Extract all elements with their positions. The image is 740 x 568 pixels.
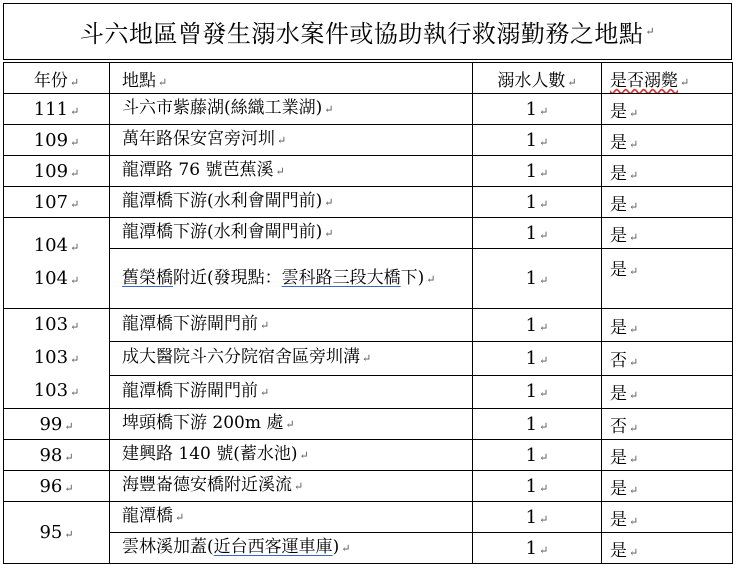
- location-cell: 雲林溪加蓋(近台西客運車庫) ↵: [110, 533, 473, 564]
- count-cell: 1 ↵: [473, 309, 602, 342]
- drowning-locations-table: [3, 62, 733, 564]
- count-cell: 1 ↵: [473, 156, 602, 187]
- title-text: 斗六地區曾發生溺水案件或協助執行救溺勤務之地點: [79, 20, 644, 48]
- location-cell: 埤頭橋下游 200m 處 ↵: [110, 409, 473, 440]
- table-row: [4, 187, 733, 218]
- year-cell: 109 ↵: [4, 125, 110, 156]
- count-cell: 1 ↵: [473, 125, 602, 156]
- year-cell: 111 ↵: [4, 94, 110, 125]
- header-died: 是否溺斃 ↵: [602, 63, 733, 94]
- count-cell: 1 ↵: [473, 409, 602, 440]
- died-cell: 是 ↵: [602, 471, 733, 502]
- table-row: [4, 440, 733, 471]
- table-row: [4, 471, 733, 502]
- year-cell: 109 ↵: [4, 156, 110, 187]
- location-cell: 海豐崙德安橋附近溪流 ↵: [110, 471, 473, 502]
- count-cell: 1 ↵: [473, 249, 602, 309]
- died-cell: 是 ↵: [602, 309, 733, 342]
- header-year: 年份 ↵: [4, 63, 110, 94]
- location-cell: 舊榮橋附近(發現點：雲科路三段大橋下) ↵: [110, 249, 473, 309]
- died-cell: 是 ↵: [602, 125, 733, 156]
- table-row: [4, 125, 733, 156]
- table-row: [4, 375, 733, 408]
- location-cell: 斗六市紫藤湖(絲織工業湖) ↵: [110, 94, 473, 125]
- year-cell: 107 ↵: [4, 187, 110, 218]
- count-cell: 1 ↵: [473, 440, 602, 471]
- table-row: [4, 342, 733, 375]
- count-cell: 1 ↵: [473, 94, 602, 125]
- count-cell: 1 ↵: [473, 342, 602, 375]
- location-cell: 龍潭橋下游(水利會閘門前) ↵: [110, 218, 473, 249]
- count-cell: 1 ↵: [473, 533, 602, 564]
- location-cell: 龍潭橋下游(水利會閘門前) ↵: [110, 187, 473, 218]
- document-title: [3, 3, 732, 60]
- died-cell: 是 ↵: [602, 94, 733, 125]
- died-cell: 否 ↵: [602, 409, 733, 440]
- died-cell: 是 ↵: [602, 218, 733, 249]
- table-row: [4, 502, 733, 533]
- died-cell: 是 ↵: [602, 533, 733, 564]
- header-count: 溺水人數 ↵: [473, 63, 602, 94]
- header-location: 地點 ↵: [110, 63, 473, 94]
- table-row: [4, 218, 733, 249]
- location-cell: 龍潭橋下游閘門前 ↵: [110, 375, 473, 408]
- count-cell: 1 ↵: [473, 187, 602, 218]
- location-cell: 成大醫院斗六分院宿舍區旁圳溝 ↵: [110, 342, 473, 375]
- table-row: [4, 409, 733, 440]
- year-cell-merged: 104 ↵ 104 ↵: [4, 218, 110, 309]
- count-cell: 1 ↵: [473, 218, 602, 249]
- location-cell: 建興路 140 號(蓄水池) ↵: [110, 440, 473, 471]
- year-cell: 98 ↵: [4, 440, 110, 471]
- location-cell: 龍潭路 76 號芭蕉溪 ↵: [110, 156, 473, 187]
- died-cell: 是 ↵: [602, 502, 733, 533]
- died-cell: 否 ↵: [602, 342, 733, 375]
- header-row: [4, 63, 733, 94]
- year-cell-merged: 95 ↵: [4, 502, 110, 564]
- year-cell: 96 ↵: [4, 471, 110, 502]
- died-cell: 是 ↵: [602, 156, 733, 187]
- location-cell: 萬年路保安宮旁河圳 ↵: [110, 125, 473, 156]
- died-cell: 是 ↵: [602, 440, 733, 471]
- year-cell: 99 ↵: [4, 409, 110, 440]
- year-cell-merged: 103 ↵ 103 ↵ 103 ↵: [4, 309, 110, 409]
- died-cell: 是 ↵: [602, 249, 733, 309]
- count-cell: 1 ↵: [473, 471, 602, 502]
- table-row: [4, 533, 733, 564]
- count-cell: 1 ↵: [473, 502, 602, 533]
- count-cell: 1 ↵: [473, 375, 602, 408]
- table-row: [4, 309, 733, 342]
- died-cell: 是 ↵: [602, 375, 733, 408]
- paragraph-mark: ↵: [645, 25, 656, 38]
- table-row: [4, 249, 733, 309]
- table-row: [4, 94, 733, 125]
- location-cell: 龍潭橋 ↵: [110, 502, 473, 533]
- table-row: [4, 156, 733, 187]
- died-cell: 是 ↵: [602, 187, 733, 218]
- location-cell: 龍潭橋下游閘門前 ↵: [110, 309, 473, 342]
